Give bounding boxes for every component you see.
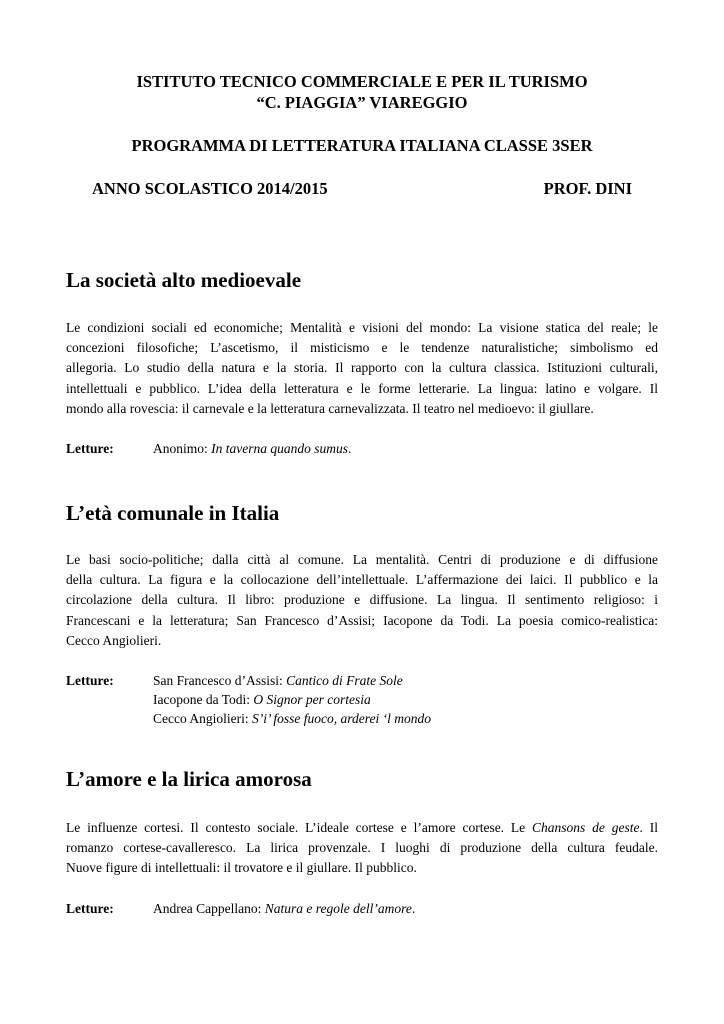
readings-label: Letture: [66, 673, 114, 688]
reading-work: Natura e regole dell’amore [264, 901, 412, 916]
school-year: ANNO SCOLASTICO 2014/2015 [92, 179, 328, 198]
reading-item [153, 671, 431, 690]
reading-item [153, 709, 431, 728]
reading-tail: . [348, 441, 352, 456]
body-line: Le condizioni sociali ed economiche; Mentalità e visioni del mondo: La visione statica del reale; le [66, 320, 658, 335]
reading-item [153, 690, 431, 709]
body-line: intellettuali e pubblico. L’idea della letteratura e le forme letterarie. La lingua: latino e volgare. Il [66, 380, 658, 396]
body-line: circolazione della cultura. Il libro: produzione e diffusione. La lingua. Il sentimento religioso: i [66, 592, 658, 608]
body-line: della cultura. La figura e la collocazione dell’intellettuale. L’affermazione dei laici. Il pubblico e la [66, 572, 658, 588]
body-line: romanzo cortese-cavalleresco. La lirica provenzale. I luoghi di produzione della cultura feudale. [66, 840, 658, 856]
reading-author: Cecco Angiolieri: [153, 711, 252, 726]
reading-author: Iacopone da Todi: [153, 692, 254, 707]
body-italic-term: Chansons de geste [532, 820, 640, 835]
reading-work: In taverna quando sumus [211, 441, 349, 456]
institute-location: “C. PIAGGIA” VIAREGGIO [256, 93, 468, 112]
section-title: La società alto medioevale [66, 268, 302, 292]
section-body [66, 318, 658, 419]
reading-work: Cantico di Frate Sole [286, 673, 403, 688]
reading-tail: . [411, 901, 416, 916]
reading-work: S’i’ fosse fuoco, arderei ‘l mondo [251, 711, 431, 726]
body-line: Le basi socio-politiche; dalla città al comune. La mentalità. Centri di produzione e di diffusione [66, 552, 658, 567]
readings-label: Letture: [66, 901, 114, 916]
reading-author: Andrea Cappellano: [153, 901, 265, 916]
section-body [66, 818, 658, 879]
teacher-name: PROF. DINI [543, 179, 632, 198]
body-line: Cecco Angiolieri. [66, 632, 162, 648]
section-title: L’età comunale in Italia [66, 501, 280, 525]
header-info-row [92, 179, 632, 199]
institute-name: ISTITUTO TECNICO COMMERCIALE E PER IL TURISMO [136, 72, 588, 91]
reading-author: San Francesco d’Assisi: [153, 673, 287, 688]
body-line [66, 818, 658, 838]
reading-item [153, 439, 351, 458]
reading-item [153, 899, 415, 918]
body-line: allegoria. Lo studio della natura e la storia. Il rapporto con la cultura classica. Istituzioni culturali, [66, 360, 658, 376]
section-title: L’amore e la lirica amorosa [66, 767, 312, 791]
body-line: mondo alla rovescia: il carnevale e la letteratura carnevalizzata. Il teatro nel medioevo: il giullare. [66, 400, 594, 416]
body-text: Le influenze cortesi. Il contesto sociale. L’ideale cortese e l’amore cortese. Le [66, 820, 533, 835]
section-body [66, 550, 658, 651]
body-line: concezioni filosofiche; L’ascetismo, il misticismo e le tendenze naturalistiche; simbolismo ed [66, 340, 658, 356]
body-line: Nuove figure di intellettuali: il trovatore e il giullare. Il pubblico. [66, 860, 417, 876]
reading-author: Anonimo: [153, 441, 212, 456]
reading-work: O Signor per cortesia [253, 692, 371, 707]
program-title: PROGRAMMA DI LETTERATURA ITALIANA CLASSE 3SER [131, 136, 593, 155]
readings-label: Letture: [66, 441, 114, 456]
body-text: . Il [639, 820, 658, 835]
body-line: Francescani e la letteratura; San Francesco d’Assisi; Iacopone da Todi. La poesia comico-realistica: [66, 612, 658, 628]
